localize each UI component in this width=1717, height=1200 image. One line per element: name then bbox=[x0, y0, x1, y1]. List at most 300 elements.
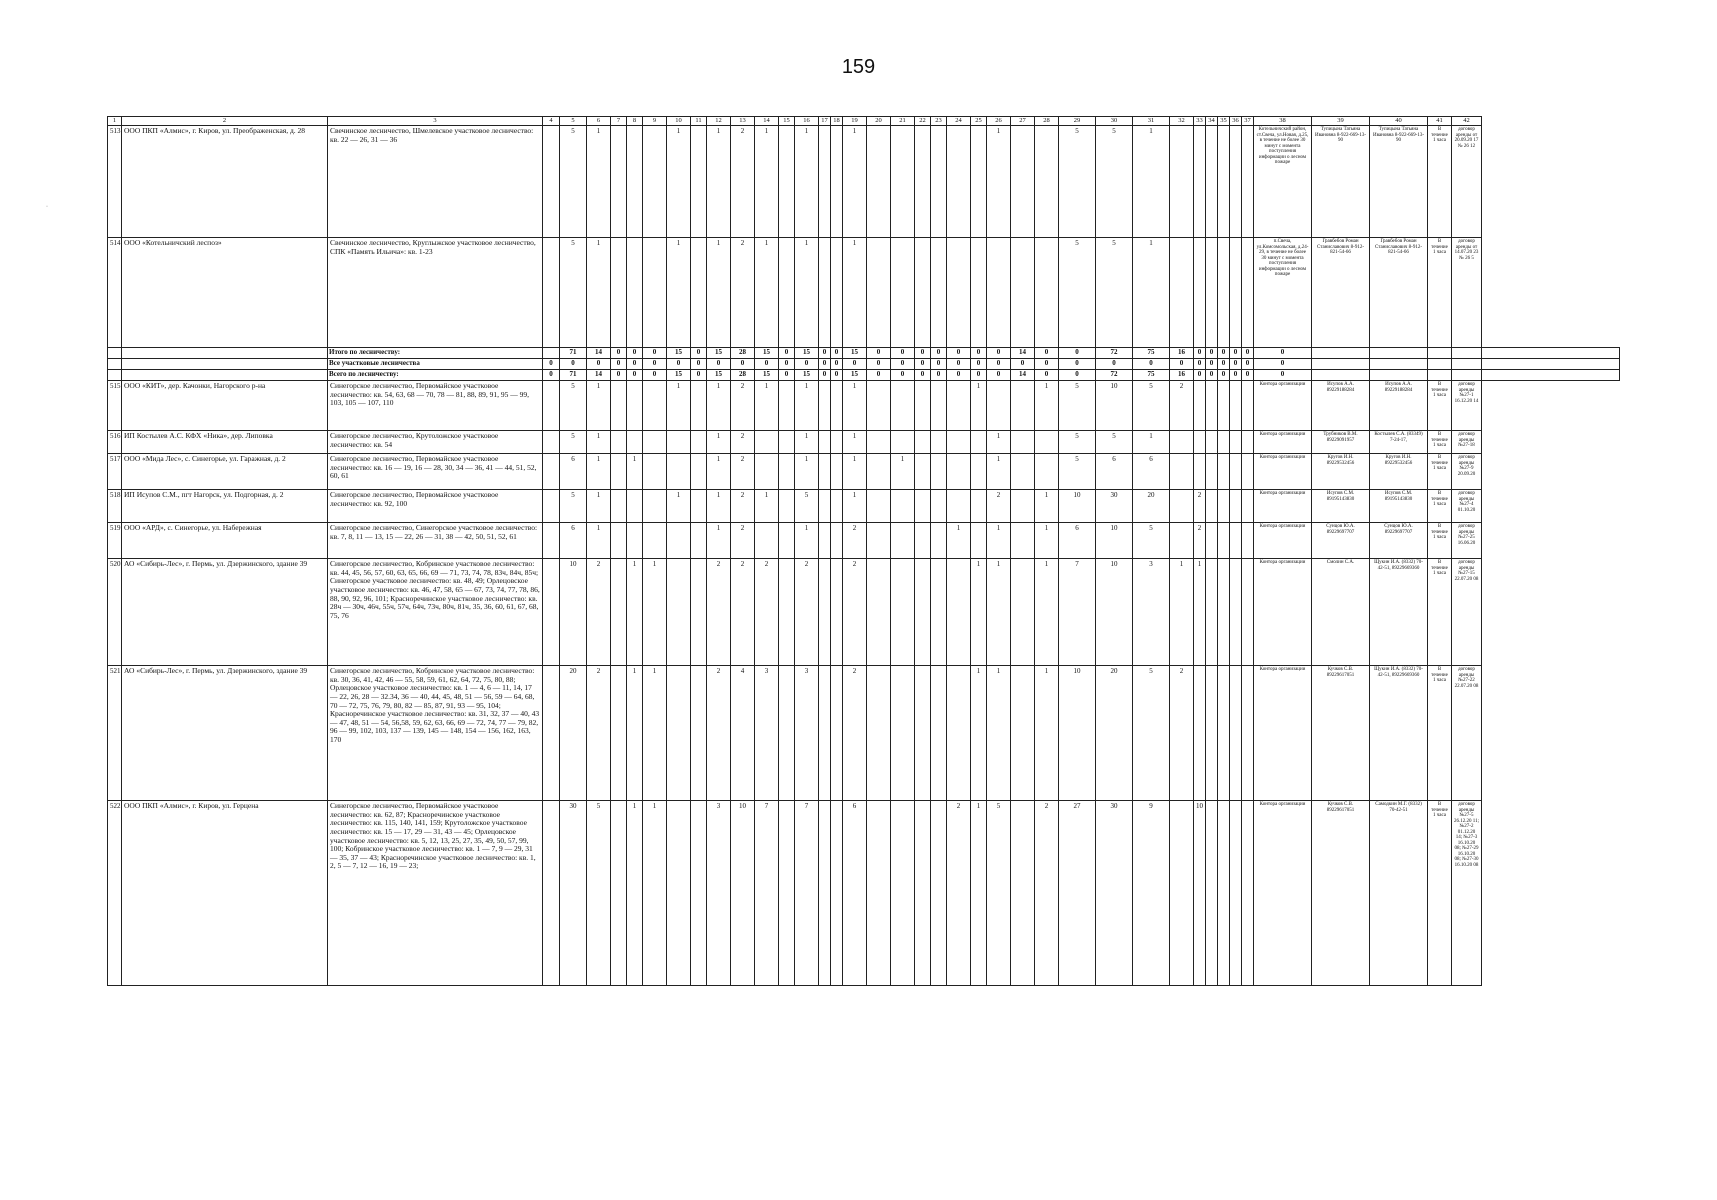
contact-cell: п.Свеча, ул.Комсомольская, д.24-29, в течение не более 30 минут с момента поступления информации о лесном пожаре bbox=[1254, 238, 1312, 348]
resource-count: 5 bbox=[1059, 381, 1096, 431]
column-number: 11 bbox=[691, 117, 707, 126]
total-value: 0 bbox=[1242, 359, 1254, 370]
resource-count: 1 bbox=[795, 454, 819, 490]
total-value: 15 bbox=[667, 348, 691, 359]
resource-count: 1 bbox=[755, 490, 779, 523]
resource-count: 1 bbox=[795, 126, 819, 238]
forest-fire-registry-table bbox=[107, 116, 1620, 986]
resource-count bbox=[779, 238, 795, 348]
total-value: 15 bbox=[667, 370, 691, 381]
total-value: 0 bbox=[1206, 348, 1218, 359]
resource-count bbox=[931, 126, 947, 238]
resource-count bbox=[891, 431, 915, 454]
total-value: 0 bbox=[779, 359, 795, 370]
resource-count bbox=[643, 431, 667, 454]
total-value: 75 bbox=[1133, 370, 1170, 381]
resource-count bbox=[643, 238, 667, 348]
resource-count: 1 bbox=[707, 523, 731, 559]
column-number: 35 bbox=[1218, 117, 1230, 126]
contact-cell: Контора организации bbox=[1254, 381, 1312, 431]
resource-count: 1 bbox=[987, 126, 1011, 238]
resource-count bbox=[891, 523, 915, 559]
column-number-row bbox=[108, 117, 1620, 126]
resource-count bbox=[931, 238, 947, 348]
column-number: 38 bbox=[1254, 117, 1312, 126]
total-value: 14 bbox=[587, 348, 611, 359]
total-value: 0 bbox=[831, 359, 843, 370]
resource-count bbox=[691, 801, 707, 986]
resource-count bbox=[931, 559, 947, 666]
resource-count bbox=[611, 559, 627, 666]
resource-count bbox=[691, 523, 707, 559]
lease-contract: договор аренды №27-9 20.09.20 bbox=[1452, 454, 1482, 490]
resource-count bbox=[627, 126, 643, 238]
resource-count bbox=[1206, 454, 1218, 490]
resource-count bbox=[1218, 666, 1230, 801]
resource-count bbox=[1035, 126, 1059, 238]
resource-count: 1 bbox=[843, 454, 867, 490]
resource-count bbox=[667, 523, 691, 559]
empty-cell bbox=[1312, 370, 1370, 381]
contact-cell: В течение 1 часа bbox=[1428, 523, 1452, 559]
resource-count: 7 bbox=[795, 801, 819, 986]
forestry-quarters: Синегорское лесничество, Первомайское участковое лесничество: кв. 62, 87; Красноречинское участковое лесничество: кв. 115, 140, 141, 159; Крутоложское участковое лесничество: кв. 15 — 17, 29 — 31, 43 — 45; Орлецовское участковое лесничество: кв. 5, 12, 13, 25, 27, 35, 49, 50, 57, 99, 100; Кобринское участковое лесничество: кв. 1 — 7, 9 — 29, 31 — 35, 37 — 43; Красноречинское участковое лесничество: кв. 1, 2, 5 — 7, 12 — 16, 19 — 23; bbox=[328, 801, 543, 986]
registry-row bbox=[108, 431, 1620, 454]
resource-count: 3 bbox=[707, 801, 731, 986]
contact-cell: Кругов И.Н. 89229532456 bbox=[1312, 454, 1370, 490]
empty-cell bbox=[1312, 348, 1370, 359]
resource-count: 2 bbox=[731, 126, 755, 238]
resource-count bbox=[1035, 454, 1059, 490]
total-value: 0 bbox=[1218, 348, 1230, 359]
resource-count: 1 bbox=[947, 523, 971, 559]
resource-count bbox=[819, 238, 831, 348]
column-number: 42 bbox=[1452, 117, 1482, 126]
resource-count: 5 bbox=[795, 490, 819, 523]
resource-count bbox=[819, 523, 831, 559]
resource-count bbox=[779, 559, 795, 666]
total-value: 0 bbox=[867, 359, 891, 370]
contact-cell: Контора организации bbox=[1254, 666, 1312, 801]
total-value: 0 bbox=[643, 348, 667, 359]
resource-count: 9 bbox=[1133, 801, 1170, 986]
total-value: 0 bbox=[1096, 359, 1133, 370]
total-value: 0 bbox=[543, 359, 560, 370]
column-number: 17 bbox=[819, 117, 831, 126]
resource-count bbox=[1242, 238, 1254, 348]
total-value: 0 bbox=[1059, 370, 1096, 381]
resource-count bbox=[691, 490, 707, 523]
resource-count: 1 bbox=[1170, 559, 1194, 666]
resource-count: 6 bbox=[1059, 523, 1096, 559]
column-number: 25 bbox=[971, 117, 987, 126]
resource-count: 2 bbox=[731, 490, 755, 523]
empty-cell bbox=[1428, 359, 1452, 370]
resource-count bbox=[915, 381, 931, 431]
resource-count bbox=[931, 431, 947, 454]
resource-count bbox=[627, 381, 643, 431]
contact-cell: Щукин И.А. (8332) 70-42-51, 89229669360 bbox=[1370, 666, 1428, 801]
resource-count bbox=[1194, 431, 1206, 454]
resource-count bbox=[1206, 523, 1218, 559]
resource-count bbox=[1218, 559, 1230, 666]
contact-cell: Исупов С.М. 89195143830 bbox=[1370, 490, 1428, 523]
lease-contract: договор аренды №27-22 22.07.20 08 bbox=[1452, 666, 1482, 801]
total-value: 0 bbox=[1206, 359, 1218, 370]
resource-count bbox=[1230, 666, 1242, 801]
total-value: 15 bbox=[795, 348, 819, 359]
total-value: 0 bbox=[731, 359, 755, 370]
row-number: 521 bbox=[108, 666, 122, 801]
total-value: 0 bbox=[627, 348, 643, 359]
resource-count: 1 bbox=[795, 523, 819, 559]
resource-count bbox=[915, 431, 931, 454]
resource-count bbox=[611, 381, 627, 431]
resource-count: 1 bbox=[667, 126, 691, 238]
organization-name: ООО «АРД», с. Синегорье, ул. Набережная bbox=[122, 523, 328, 559]
totals-label: Все участковые лесничества bbox=[328, 359, 543, 370]
empty-cell bbox=[1370, 359, 1428, 370]
row-number: 518 bbox=[108, 490, 122, 523]
resource-count bbox=[543, 238, 560, 348]
column-number: 30 bbox=[1096, 117, 1133, 126]
resource-count bbox=[779, 666, 795, 801]
resource-count: 20 bbox=[1096, 666, 1133, 801]
resource-count bbox=[1170, 523, 1194, 559]
resource-count bbox=[971, 454, 987, 490]
total-value: 0 bbox=[987, 348, 1011, 359]
resource-count bbox=[831, 126, 843, 238]
resource-count bbox=[867, 801, 891, 986]
resource-count: 1 bbox=[643, 801, 667, 986]
resource-count: 1 bbox=[707, 490, 731, 523]
resource-count bbox=[947, 238, 971, 348]
contact-cell: Контора организации bbox=[1254, 454, 1312, 490]
resource-count: 1 bbox=[587, 126, 611, 238]
resource-count: 30 bbox=[560, 801, 587, 986]
resource-count bbox=[779, 523, 795, 559]
resource-count: 1 bbox=[627, 454, 643, 490]
resource-count bbox=[1230, 801, 1242, 986]
column-number: 39 bbox=[1312, 117, 1370, 126]
total-value: 0 bbox=[1035, 348, 1059, 359]
resource-count: 1 bbox=[891, 454, 915, 490]
resource-count bbox=[643, 523, 667, 559]
resource-count bbox=[643, 454, 667, 490]
contact-cell: В течение 1 часа bbox=[1428, 381, 1452, 431]
total-value: 0 bbox=[1059, 359, 1096, 370]
resource-count: 1 bbox=[1133, 126, 1170, 238]
resource-count: 1 bbox=[667, 490, 691, 523]
resource-count bbox=[611, 523, 627, 559]
column-number: 41 bbox=[1428, 117, 1452, 126]
resource-count bbox=[1194, 666, 1206, 801]
resource-count bbox=[779, 126, 795, 238]
resource-count bbox=[891, 381, 915, 431]
resource-count bbox=[867, 559, 891, 666]
resource-count: 1 bbox=[1035, 523, 1059, 559]
resource-count bbox=[987, 238, 1011, 348]
resource-count bbox=[611, 431, 627, 454]
resource-count bbox=[915, 666, 931, 801]
resource-count: 10 bbox=[1096, 523, 1133, 559]
empty-cell bbox=[122, 359, 328, 370]
resource-count: 2 bbox=[795, 559, 819, 666]
resource-count bbox=[891, 238, 915, 348]
resource-count bbox=[831, 431, 843, 454]
resource-count bbox=[1230, 454, 1242, 490]
resource-count: 1 bbox=[1194, 559, 1206, 666]
resource-count: 1 bbox=[587, 431, 611, 454]
resource-count bbox=[831, 666, 843, 801]
resource-count: 1 bbox=[843, 381, 867, 431]
empty-cell bbox=[1452, 370, 1482, 381]
contact-cell: Контора организации bbox=[1254, 559, 1312, 666]
resource-count: 5 bbox=[1133, 381, 1170, 431]
resource-count bbox=[971, 490, 987, 523]
column-number: 24 bbox=[947, 117, 971, 126]
column-number: 27 bbox=[1011, 117, 1035, 126]
empty-cell bbox=[108, 348, 122, 359]
resource-count bbox=[667, 559, 691, 666]
resource-count bbox=[779, 454, 795, 490]
column-number: 33 bbox=[1194, 117, 1206, 126]
resource-count bbox=[931, 666, 947, 801]
resource-count: 2 bbox=[731, 381, 755, 431]
resource-count bbox=[643, 381, 667, 431]
resource-count: 2 bbox=[731, 523, 755, 559]
resource-count bbox=[779, 381, 795, 431]
total-value: 0 bbox=[931, 348, 947, 359]
resource-count bbox=[947, 126, 971, 238]
resource-count bbox=[1206, 381, 1218, 431]
column-number: 19 bbox=[843, 117, 867, 126]
total-value: 75 bbox=[1133, 348, 1170, 359]
resource-count: 1 bbox=[627, 559, 643, 666]
total-value: 28 bbox=[731, 370, 755, 381]
forestry-quarters: Синегорское лесничество, Крутоложское участковое лесничество: кв. 54 bbox=[328, 431, 543, 454]
contact-cell: Тупицына Татьяна Ивановна 8-922-669-13-90 bbox=[1312, 126, 1370, 238]
total-value: 0 bbox=[1206, 370, 1218, 381]
resource-count: 6 bbox=[1096, 454, 1133, 490]
resource-count bbox=[891, 801, 915, 986]
resource-count bbox=[691, 559, 707, 666]
resource-count bbox=[947, 559, 971, 666]
resource-count bbox=[1170, 431, 1194, 454]
resource-count bbox=[915, 523, 931, 559]
column-number: 23 bbox=[931, 117, 947, 126]
row-number: 520 bbox=[108, 559, 122, 666]
resource-count: 5 bbox=[987, 801, 1011, 986]
resource-count bbox=[891, 490, 915, 523]
total-value: 0 bbox=[831, 370, 843, 381]
resource-count bbox=[867, 431, 891, 454]
resource-count: 3 bbox=[755, 666, 779, 801]
total-value: 0 bbox=[1170, 359, 1194, 370]
resource-count bbox=[543, 523, 560, 559]
empty-cell bbox=[108, 359, 122, 370]
contact-cell: Сунцов Ю.А. 89229697707 bbox=[1370, 523, 1428, 559]
resource-count: 2 bbox=[1170, 381, 1194, 431]
resource-count: 2 bbox=[731, 431, 755, 454]
resource-count bbox=[627, 523, 643, 559]
lease-contract: договор аренды №27-18 bbox=[1452, 431, 1482, 454]
resource-count bbox=[1218, 523, 1230, 559]
resource-count bbox=[931, 454, 947, 490]
empty-cell bbox=[1312, 359, 1370, 370]
column-number: 7 bbox=[611, 117, 627, 126]
resource-count: 1 bbox=[643, 666, 667, 801]
total-value: 0 bbox=[947, 359, 971, 370]
resource-count: 10 bbox=[1096, 559, 1133, 666]
contact-cell: Гравбебов Роман Станиславович 8-912-821-54-66 bbox=[1312, 238, 1370, 348]
column-number: 9 bbox=[643, 117, 667, 126]
totals-row bbox=[108, 348, 1620, 359]
total-value: 14 bbox=[1011, 370, 1035, 381]
total-value: 0 bbox=[931, 370, 947, 381]
total-value: 15 bbox=[795, 370, 819, 381]
total-value: 0 bbox=[1254, 348, 1312, 359]
resource-count: 1 bbox=[795, 381, 819, 431]
total-value: 15 bbox=[755, 370, 779, 381]
resource-count: 1 bbox=[667, 381, 691, 431]
resource-count: 1 bbox=[587, 454, 611, 490]
resource-count bbox=[987, 381, 1011, 431]
resource-count bbox=[931, 523, 947, 559]
resource-count bbox=[691, 454, 707, 490]
resource-count: 1 bbox=[627, 666, 643, 801]
total-value: 0 bbox=[611, 370, 627, 381]
resource-count bbox=[1035, 238, 1059, 348]
total-value: 0 bbox=[1035, 359, 1059, 370]
contact-cell: Исупов С.М. 89195143830 bbox=[1312, 490, 1370, 523]
total-value: 0 bbox=[1254, 370, 1312, 381]
empty-cell bbox=[122, 370, 328, 381]
resource-count bbox=[643, 126, 667, 238]
resource-count: 2 bbox=[1170, 666, 1194, 801]
resource-count bbox=[667, 431, 691, 454]
empty-cell bbox=[1482, 359, 1620, 370]
empty-cell bbox=[122, 348, 328, 359]
total-value: 0 bbox=[587, 359, 611, 370]
empty-cell bbox=[1428, 348, 1452, 359]
resource-count: 1 bbox=[987, 666, 1011, 801]
resource-count bbox=[1206, 126, 1218, 238]
resource-count bbox=[831, 523, 843, 559]
resource-count bbox=[971, 523, 987, 559]
resource-count bbox=[755, 454, 779, 490]
organization-name: ООО ПКП «Алмис», г. Киров, ул. Герцена bbox=[122, 801, 328, 986]
resource-count bbox=[1242, 431, 1254, 454]
contact-cell: Тупицына Татьяна Ивановна 8-922-669-13-90 bbox=[1370, 126, 1428, 238]
resource-count bbox=[1011, 238, 1035, 348]
total-value: 0 bbox=[627, 370, 643, 381]
resource-count bbox=[1218, 238, 1230, 348]
empty-cell bbox=[108, 370, 122, 381]
row-number: 515 bbox=[108, 381, 122, 431]
total-value: 15 bbox=[707, 370, 731, 381]
column-number: 28 bbox=[1035, 117, 1059, 126]
resource-count bbox=[867, 381, 891, 431]
resource-count: 1 bbox=[971, 559, 987, 666]
total-value: 0 bbox=[691, 370, 707, 381]
resource-count bbox=[1230, 431, 1242, 454]
total-value: 0 bbox=[831, 348, 843, 359]
total-value: 28 bbox=[731, 348, 755, 359]
contact-cell: Котельничский район, ст.Свеча, ул.Новая, д.25, в течение не более 30 минут с момента поступления информации о лесном пожаре bbox=[1254, 126, 1312, 238]
resource-count bbox=[915, 490, 931, 523]
resource-count bbox=[915, 559, 931, 666]
totals-row bbox=[108, 359, 1620, 370]
total-value: 0 bbox=[947, 370, 971, 381]
column-number: 31 bbox=[1133, 117, 1170, 126]
total-value: 0 bbox=[987, 370, 1011, 381]
resource-count bbox=[1011, 126, 1035, 238]
resource-count bbox=[1011, 381, 1035, 431]
contact-cell: Контора организации bbox=[1254, 431, 1312, 454]
resource-count bbox=[915, 238, 931, 348]
resource-count: 3 bbox=[795, 666, 819, 801]
total-value: 71 bbox=[560, 370, 587, 381]
resource-count bbox=[867, 666, 891, 801]
row-number: 517 bbox=[108, 454, 122, 490]
resource-count bbox=[931, 381, 947, 431]
resource-count: 1 bbox=[843, 238, 867, 348]
total-value: 0 bbox=[627, 359, 643, 370]
column-number: 6 bbox=[587, 117, 611, 126]
resource-count bbox=[819, 559, 831, 666]
total-value: 0 bbox=[755, 359, 779, 370]
resource-count: 1 bbox=[843, 490, 867, 523]
resource-count bbox=[611, 238, 627, 348]
resource-count bbox=[971, 431, 987, 454]
contact-cell: Щукин И.А. (8332) 70-42-51, 89229669360 bbox=[1370, 559, 1428, 666]
resource-count: 2 bbox=[947, 801, 971, 986]
resource-count bbox=[779, 490, 795, 523]
contact-cell: Самодкин М.Г. (8332) 70-42-51 bbox=[1370, 801, 1428, 986]
resource-count bbox=[755, 431, 779, 454]
resource-count bbox=[891, 126, 915, 238]
empty-cell bbox=[1482, 348, 1620, 359]
resource-count: 1 bbox=[587, 490, 611, 523]
resource-count bbox=[1242, 666, 1254, 801]
total-value: 0 bbox=[779, 348, 795, 359]
resource-count bbox=[667, 666, 691, 801]
column-number: 40 bbox=[1370, 117, 1428, 126]
scan-mark: · bbox=[46, 204, 48, 210]
totals-label: Итого по лесничеству: bbox=[328, 348, 543, 359]
resource-count bbox=[1242, 523, 1254, 559]
column-number: 5 bbox=[560, 117, 587, 126]
resource-count bbox=[831, 801, 843, 986]
resource-count: 2 bbox=[987, 490, 1011, 523]
row-number: 513 bbox=[108, 126, 122, 238]
forestry-quarters: Свечинское лесничество, Круглыжское участковое лесничество, СПК «Память Ильича»: кв. 1-23 bbox=[328, 238, 543, 348]
resource-count bbox=[1206, 801, 1218, 986]
total-value: 0 bbox=[1011, 359, 1035, 370]
resource-count bbox=[1035, 431, 1059, 454]
resource-count bbox=[867, 523, 891, 559]
resource-count bbox=[947, 490, 971, 523]
total-value: 0 bbox=[795, 359, 819, 370]
total-value: 0 bbox=[643, 359, 667, 370]
contact-cell: В течение 1 часа bbox=[1428, 490, 1452, 523]
resource-count: 1 bbox=[987, 559, 1011, 666]
resource-count: 1 bbox=[707, 126, 731, 238]
resource-count: 1 bbox=[971, 801, 987, 986]
organization-name: ООО «Котельничский леспоз» bbox=[122, 238, 328, 348]
total-value: 71 bbox=[560, 348, 587, 359]
